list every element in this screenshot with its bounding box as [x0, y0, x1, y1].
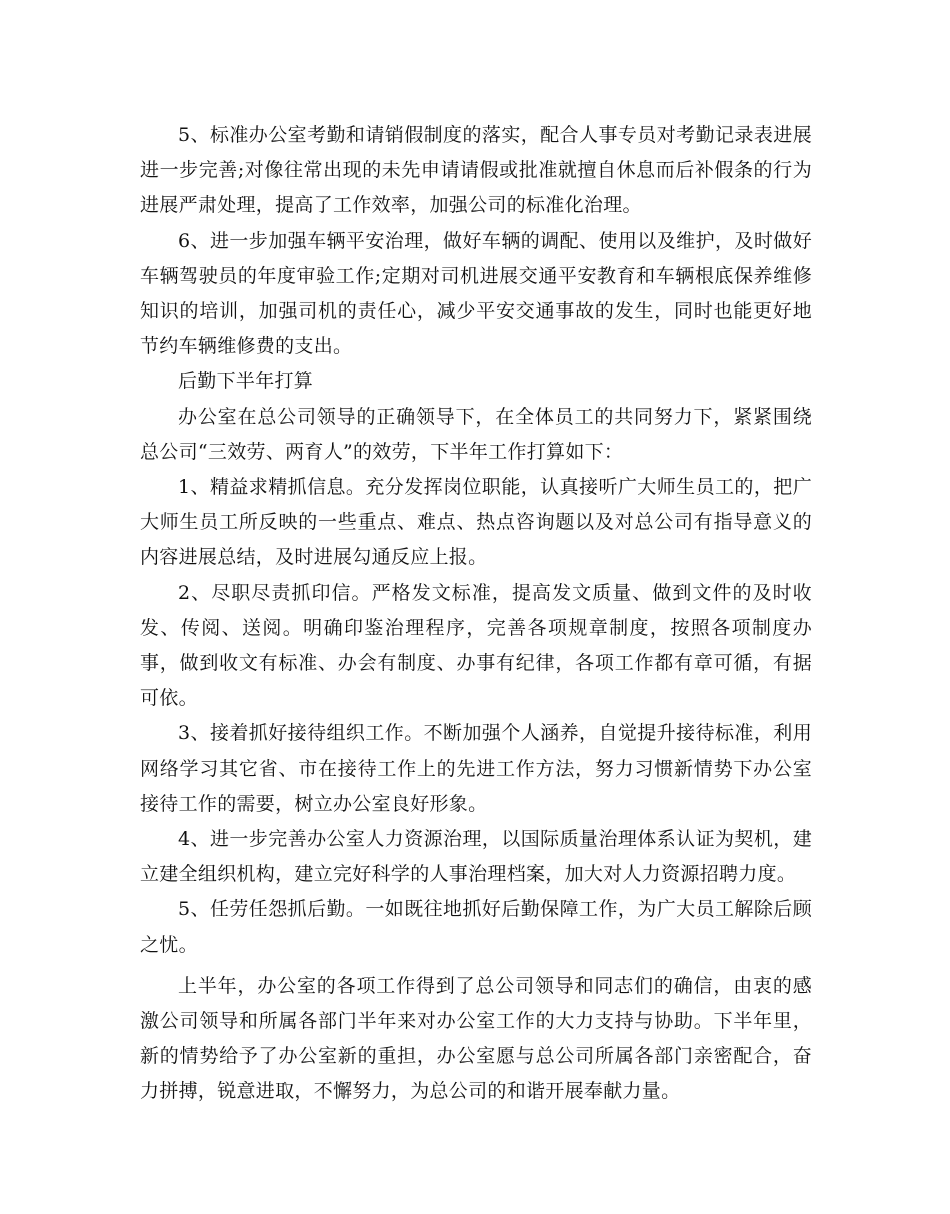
paragraph-attendance-management: 5、标准办公室考勤和请销假制度的落实，配合人事专员对考勤记录表进展进一步完善;对像往常出现的未先申请请假或批准就擅自休息而后补假条的行为进展严肃处理，提高了工作效率，加强公司的标准化治理。 — [140, 124, 812, 217]
section-heading-logistics-plan: 后勤下半年打算 — [178, 370, 314, 393]
paragraph-plan-seals: 2、尽职尽责抓印信。严格发文标准，提高发文质量、做到文件的及时收发、传阅、送阅。明确印鉴治理程序，完善各项规章制度，按照各项制度办事，做到收文有标准、办会有制度、办事有纪律，各项工作都有章可循，有据可依。 — [140, 581, 812, 710]
paragraph-conclusion: 上半年，办公室的各项工作得到了总公司领导和同志们的确信，由衷的感激公司领导和所属各部门半年来对办公室工作的大力支持与协助。下半年里，新的情势给予了办公室新的重担，办公室愿与总公司所属各部门亲密配合，奋力拼搏，锐意进取，不懈努力，为总公司的和谐开展奉献力量。 — [140, 974, 812, 1103]
paragraph-vehicle-safety: 6、进一步加强车辆平安治理，做好车辆的调配、使用以及维护，及时做好车辆驾驶员的年度审验工作;定期对司机进展交通平安教育和车辆根底保养维修知识的培训，加强司机的责任心，减少平安交通事故的发生，同时也能更好地节约车辆维修费的支出。 — [140, 229, 812, 358]
paragraph-plan-reception: 3、接着抓好接待组织工作。不断加强个人涵养，自觉提升接待标准，利用网络学习其它省、市在接待工作上的先进工作方法，努力习惯新情势下办公室接待工作的需要，树立办公室良好形象。 — [140, 722, 812, 815]
document-body — [140, 118, 812, 1110]
paragraph-plan-intro: 办公室在总公司领导的正确领导下，在全体员工的共同努力下，紧紧围绕总公司“三效劳、两育人”的效劳，下半年工作打算如下： — [140, 405, 812, 463]
paragraph-plan-information: 1、精益求精抓信息。充分发挥岗位职能，认真接听广大师生员工的，把广大师生员工所反映的一些重点、难点、热点咨询题以及对总公司有指导意义的内容进展总结，及时进展勾通反应上报。 — [140, 476, 812, 569]
paragraph-plan-logistics: 5、任劳任怨抓后勤。一如既往地抓好后勤保障工作，为广大员工解除后顾之忧。 — [140, 898, 812, 956]
paragraph-plan-human-resources: 4、进一步完善办公室人力资源治理，以国际质量治理体系认证为契机，建立建全组织机构，建立完好科学的人事治理档案，加大对人力资源招聘力度。 — [140, 828, 812, 886]
